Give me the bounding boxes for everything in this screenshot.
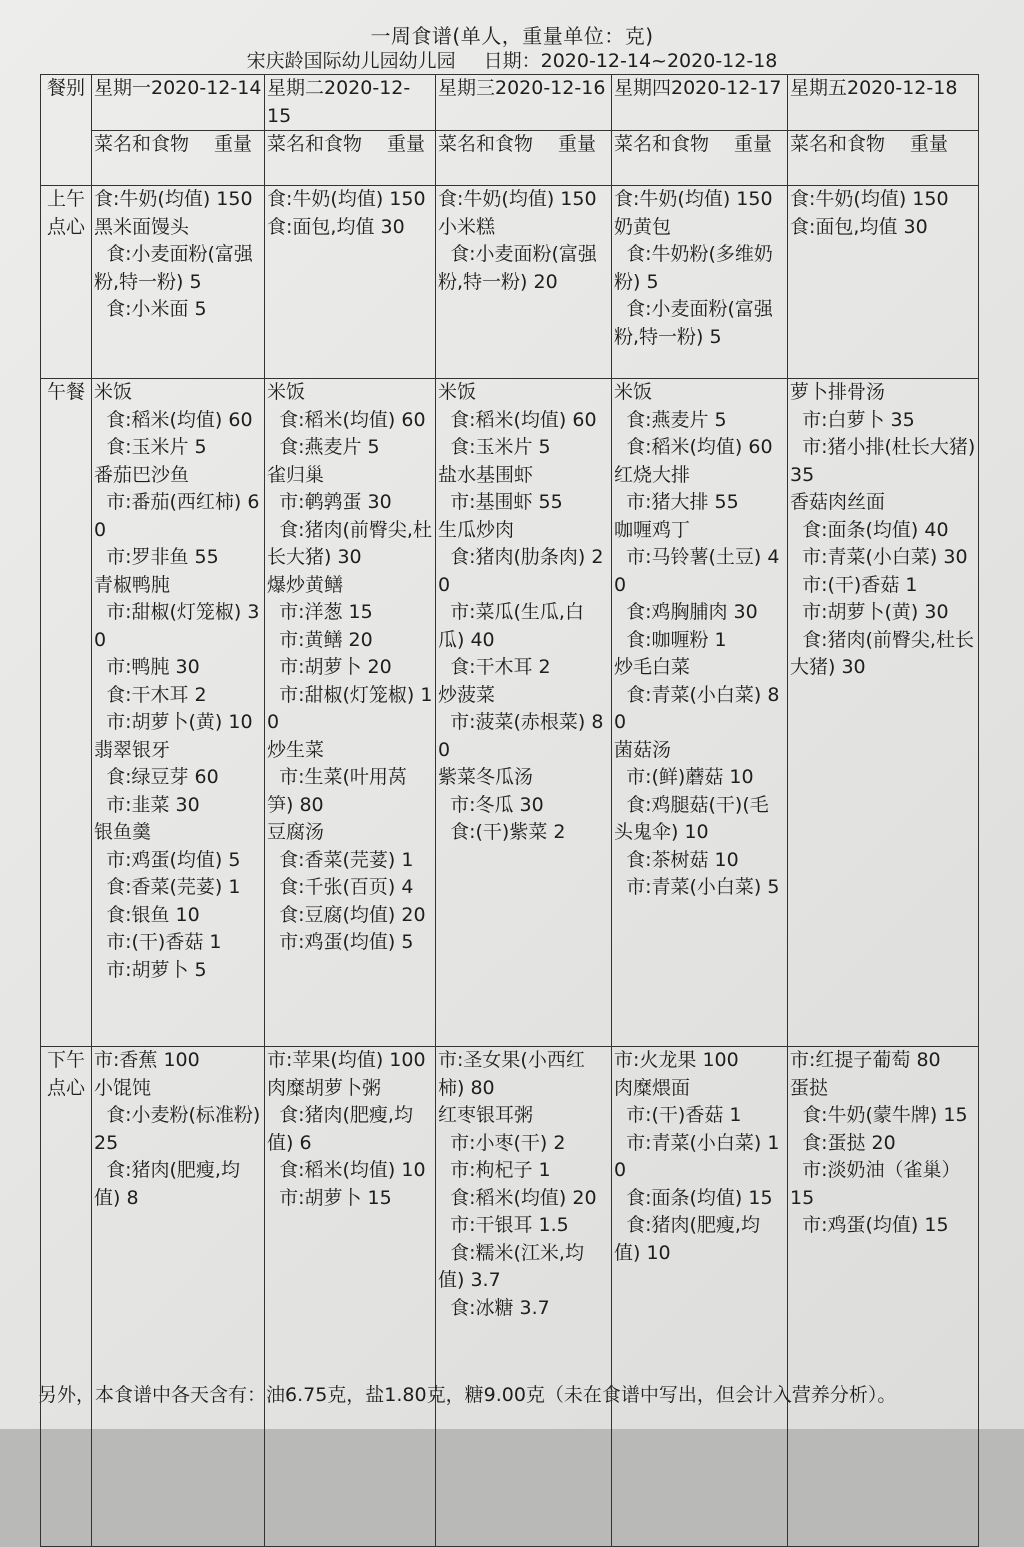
menu-item: 市:鸡蛋(均值) 5 <box>267 931 414 953</box>
menu-item: 食:面包,均值 30 <box>790 215 928 238</box>
menu-item: 红枣银耳粥 <box>438 1104 534 1126</box>
menu-item: 食:稻米(均值) 60 <box>94 408 253 431</box>
menu-item: 市:菠菜(赤根菜) 80 <box>438 711 604 761</box>
meal-label: 午餐 <box>41 379 92 1047</box>
day-header: 星期四2020-12-17 <box>612 75 788 131</box>
menu-item: 市:青菜(小白菜) 5 <box>614 876 780 898</box>
menu-item: 肉糜煨面 <box>614 1076 691 1099</box>
menu-item: 市:干银耳 1.5 <box>438 1214 569 1236</box>
menu-item: 食:猪肉(肥瘦,均值) 6 <box>267 1104 413 1154</box>
day-header: 星期二2020-12-15 <box>265 75 436 131</box>
menu-item: 食:牛奶粉(多维奶粉) 5 <box>614 243 773 293</box>
menu-cell <box>436 186 612 379</box>
menu-item: 市:火龙果 100 <box>614 1049 739 1071</box>
meal-row <box>41 379 979 1047</box>
menu-item: 食:牛奶(均值) 150 <box>790 188 949 210</box>
menu-item: 食:小米面 5 <box>94 298 207 320</box>
date-range: 日期：2020-12-14~2020-12-18 <box>483 50 778 72</box>
menu-item: 黑米面馒头 <box>94 215 190 238</box>
menu-item: 市:罗非鱼 55 <box>94 546 219 568</box>
menu-item: 食:千张(百页) 4 <box>267 876 414 898</box>
menu-item: 食:豆腐(均值) 20 <box>267 903 426 926</box>
menu-item: 市:胡萝卜 20 <box>267 656 392 678</box>
menu-item: 市:基围虾 55 <box>438 491 563 513</box>
menu-cell <box>92 186 265 379</box>
meal-column-header: 餐别 <box>41 75 92 186</box>
menu-item: 食:牛奶(均值) 150 <box>614 188 773 210</box>
menu-item: 食:(干)紫菜 2 <box>438 821 566 843</box>
menu-item: 食:稻米(均值) 10 <box>267 1159 426 1181</box>
menu-item: 食:稻米(均值) 60 <box>438 408 597 431</box>
meal-label: 上午 点心 <box>41 186 92 379</box>
menu-item: 市:淡奶油（雀巢） 15 <box>790 1159 967 1209</box>
menu-item: 食:面条(均值) 15 <box>614 1186 773 1209</box>
menu-item: 市:圣女果(小西红柿) 80 <box>438 1049 585 1099</box>
menu-item: 银鱼羹 <box>94 821 152 843</box>
menu-item: 市:(鲜)蘑菇 10 <box>614 766 754 788</box>
menu-item: 奶黄包 <box>614 215 672 238</box>
column-header: 菜名和食物 重量 <box>788 131 979 186</box>
menu-item: 市:胡萝卜 15 <box>267 1186 392 1209</box>
menu-item: 食:香菜(芫荽) 1 <box>267 848 414 871</box>
menu-item: 小米糕 <box>438 215 496 238</box>
menu-cell <box>788 1047 979 1547</box>
menu-item: 盐水基围虾 <box>438 463 534 486</box>
menu-item: 食:鸡腿菇(干)(毛头鬼伞) 10 <box>614 793 769 843</box>
menu-item: 市:胡萝卜 5 <box>94 958 207 981</box>
menu-item: 菌菇汤 <box>614 738 672 761</box>
menu-item: 食:干木耳 2 <box>94 683 207 706</box>
menu-item: 食:牛奶(蒙牛牌) 15 <box>790 1104 968 1126</box>
menu-item: 炒毛白菜 <box>614 656 691 678</box>
menu-item: 红烧大排 <box>614 463 691 486</box>
day-header: 星期三2020-12-16 <box>436 75 612 131</box>
menu-item: 市:青菜(小白菜) 10 <box>614 1131 780 1181</box>
menu-item: 市:黄鳝 20 <box>267 628 373 651</box>
menu-cell <box>265 379 436 1047</box>
menu-item: 食:银鱼 10 <box>94 903 200 926</box>
day-header: 星期五2020-12-18 <box>788 75 979 131</box>
menu-item: 市:猪小排(杜长大猪) 35 <box>790 436 982 486</box>
menu-item: 萝卜排骨汤 <box>790 381 886 403</box>
menu-item: 市:甜椒(灯笼椒) 30 <box>94 601 260 651</box>
menu-item: 生瓜炒肉 <box>438 518 515 541</box>
menu-item: 蛋挞 <box>790 1076 829 1099</box>
weekly-menu-table <box>40 74 982 1547</box>
menu-item: 食:玉米片 5 <box>438 436 551 458</box>
menu-item: 市:马铃薯(土豆) 40 <box>614 546 780 596</box>
menu-item: 食:咖喱粉 1 <box>614 628 727 651</box>
column-header: 菜名和食物 重量 <box>92 131 265 186</box>
menu-cell <box>265 1047 436 1547</box>
menu-item: 食:猪肉(前臀尖,杜长大猪) 30 <box>267 518 432 568</box>
menu-item: 市:生菜(叶用莴笋) 80 <box>267 766 407 816</box>
menu-item: 市:小枣(干) 2 <box>438 1131 566 1154</box>
menu-item: 米饭 <box>614 381 653 403</box>
menu-item: 市:香蕉 100 <box>94 1049 200 1071</box>
menu-item: 市:枸杞子 1 <box>438 1159 551 1181</box>
menu-item: 青椒鸭肫 <box>94 573 171 596</box>
menu-item: 炒生菜 <box>267 738 325 761</box>
menu-item: 食:青菜(小白菜) 80 <box>614 683 780 733</box>
menu-item: 食:冰糖 3.7 <box>438 1296 550 1319</box>
menu-cell <box>612 379 788 1047</box>
column-header: 菜名和食物 重量 <box>265 131 436 186</box>
meal-row <box>41 1047 979 1547</box>
day-header: 星期一2020-12-14 <box>92 75 265 131</box>
menu-item: 食:面条(均值) 40 <box>790 518 949 541</box>
menu-item: 食:玉米片 5 <box>94 436 207 458</box>
menu-item: 市:红提子葡萄 80 <box>790 1049 941 1071</box>
menu-item: 紫菜冬瓜汤 <box>438 766 534 788</box>
menu-item: 食:猪肉(前臀尖,杜长大猪) 30 <box>790 628 974 678</box>
menu-item: 市:白萝卜 35 <box>790 408 915 431</box>
menu-item: 食:稻米(均值) 20 <box>438 1186 597 1209</box>
menu-cell <box>436 379 612 1047</box>
menu-item: 市:甜椒(灯笼椒) 10 <box>267 683 433 733</box>
menu-item: 市:韭菜 30 <box>94 793 200 816</box>
meal-label: 下午 点心 <box>41 1047 92 1547</box>
menu-item: 米饭 <box>267 381 306 403</box>
menu-title: 一周食谱(单人，重量单位：克) <box>370 24 654 48</box>
menu-subtitle <box>0 46 1024 73</box>
menu-item: 食:茶树菇 10 <box>614 848 739 871</box>
menu-item: 市:鸡蛋(均值) 5 <box>94 848 241 871</box>
menu-item: 食:牛奶(均值) 150 <box>94 188 253 210</box>
menu-item: 市:鸭肫 30 <box>94 656 200 678</box>
menu-item: 食:蛋挞 20 <box>790 1131 896 1154</box>
menu-item: 豆腐汤 <box>267 821 325 843</box>
menu-item: 食:糯米(江米,均值) 3.7 <box>438 1241 584 1291</box>
menu-item: 香菇肉丝面 <box>790 491 886 513</box>
menu-cell <box>612 186 788 379</box>
menu-item: 爆炒黄鳝 <box>267 573 344 596</box>
menu-item: 市:鸡蛋(均值) 15 <box>790 1214 949 1236</box>
menu-item: 市:菜瓜(生瓜,白瓜) 40 <box>438 601 584 651</box>
menu-item: 食:小麦面粉(富强粉,特一粉) 5 <box>94 243 253 293</box>
menu-item: 食:猪肉(肋条肉) 20 <box>438 546 604 596</box>
menu-item: 食:小麦面粉(富强粉,特一粉) 5 <box>614 298 773 348</box>
menu-item: 市:青菜(小白菜) 30 <box>790 546 968 568</box>
column-header: 菜名和食物 重量 <box>612 131 788 186</box>
menu-item: 食:猪肉(肥瘦,均值) 10 <box>614 1214 760 1264</box>
menu-item: 食:猪肉(肥瘦,均值) 8 <box>94 1159 240 1209</box>
menu-cell <box>92 1047 265 1547</box>
menu-item: 食:小麦面粉(富强粉,特一粉) 20 <box>438 243 597 293</box>
column-header: 菜名和食物 重量 <box>436 131 612 186</box>
menu-item: 食:燕麦片 5 <box>614 408 727 431</box>
menu-item: 市:胡萝卜(黄) 10 <box>94 711 253 733</box>
menu-item: 食:干木耳 2 <box>438 656 551 678</box>
menu-item: 米饭 <box>94 381 133 403</box>
menu-item: 市:冬瓜 30 <box>438 793 544 816</box>
menu-cell <box>788 186 979 379</box>
menu-item: 市:洋葱 15 <box>267 601 373 623</box>
menu-item: 食:稻米(均值) 60 <box>267 408 426 431</box>
menu-item: 米饭 <box>438 381 477 403</box>
menu-cell <box>92 379 265 1047</box>
menu-cell <box>265 186 436 379</box>
menu-item: 食:燕麦片 5 <box>267 436 380 458</box>
menu-item: 咖喱鸡丁 <box>614 518 691 541</box>
menu-item: 番茄巴沙鱼 <box>94 463 190 486</box>
menu-item: 炒菠菜 <box>438 683 496 706</box>
menu-item: 食:绿豆芽 60 <box>94 766 219 788</box>
menu-item: 食:香菜(芫荽) 1 <box>94 876 241 898</box>
menu-item: 雀归巢 <box>267 463 325 486</box>
menu-item: 食:稻米(均值) 60 <box>614 436 773 458</box>
menu-cell <box>788 379 982 1047</box>
menu-cell <box>612 1047 788 1547</box>
menu-item: 市:(干)香菇 1 <box>94 931 222 953</box>
menu-item: 食:牛奶(均值) 150 <box>438 188 597 210</box>
menu-item: 食:面包,均值 30 <box>267 215 405 238</box>
menu-item: 食:小麦粉(标准粉) 25 <box>94 1104 267 1154</box>
menu-item: 小馄饨 <box>94 1076 152 1099</box>
menu-item: 肉糜胡萝卜粥 <box>267 1076 382 1099</box>
menu-item: 市:番茄(西红柿) 60 <box>94 491 260 541</box>
menu-item: 市:胡萝卜(黄) 30 <box>790 601 949 623</box>
meal-row <box>41 186 979 379</box>
menu-item: 市:猪大排 55 <box>614 491 739 513</box>
footer-note: 另外，本食谱中各天含有：油6.75克，盐1.80克，糖9.00克（未在食谱中写出，但会计入营养分析）。 <box>38 1384 897 1406</box>
menu-cell <box>436 1047 612 1547</box>
menu-item: 市:鹌鹑蛋 30 <box>267 491 392 513</box>
menu-item: 市:(干)香菇 1 <box>614 1104 742 1126</box>
day-header-row <box>41 75 979 131</box>
column-header-row <box>41 131 979 186</box>
menu-item: 翡翠银牙 <box>94 738 171 761</box>
menu-item: 食:鸡胸脯肉 30 <box>614 601 758 623</box>
menu-item: 市:(干)香菇 1 <box>790 573 918 596</box>
menu-item: 食:牛奶(均值) 150 <box>267 188 426 210</box>
menu-item: 市:苹果(均值) 100 <box>267 1049 426 1071</box>
school-name: 宋庆龄国际幼儿园幼儿园 <box>246 50 456 72</box>
